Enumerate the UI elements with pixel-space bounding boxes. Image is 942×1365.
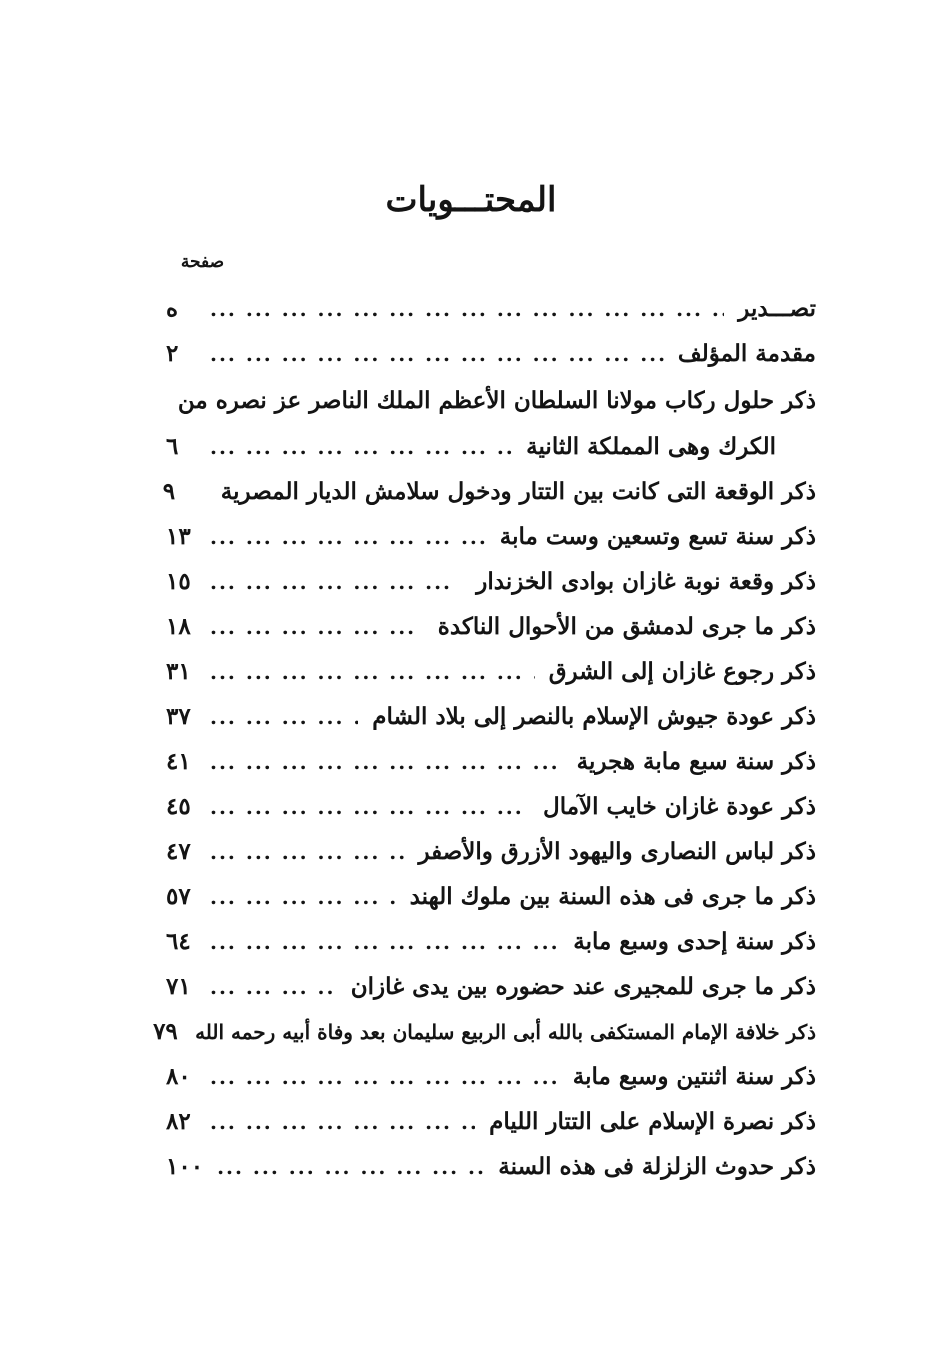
toc-entry-title: ذكر ما جرى لدمشق من الأحوال الناكدة [437, 613, 816, 640]
toc-entry-title: ذكر حلول ركاب مولانا السلطان الأعظم الملك الناصر عز نصره من [177, 386, 816, 414]
toc-entry-page: ٦٤ [166, 928, 191, 955]
toc-entry-title: ذكر عودة غازان خايب الآمال [543, 793, 816, 820]
toc-entry-page: ٣٧ [166, 703, 191, 730]
dot-leader [210, 930, 559, 954]
toc-entry [166, 286, 816, 331]
toc-entry-title: ذكر الوقعة التى كانت بين التتار ودخول سلامش الديار المصرية [220, 478, 816, 505]
toc-entry-title: ذكر سنة اثنتين وسبع مابة [572, 1063, 816, 1090]
toc-entry-title: ذكر عودة جيوش الإسلام بالنصر إلى بلاد الشام [372, 703, 816, 730]
toc-entry [166, 1054, 816, 1099]
toc-entry [166, 604, 816, 649]
dot-leader [210, 342, 664, 366]
toc-entry [166, 964, 816, 1009]
dot-leader [210, 525, 486, 549]
dot-leader [210, 1065, 559, 1089]
page-title: المحتـــويات [385, 180, 557, 220]
toc-entry [153, 1009, 816, 1054]
dot-leader [210, 297, 724, 321]
toc-entry-title: ذكر خلافة الإمام المستكفى بالله أبى الربيع سليمان بعد وفاة أبيه رحمه الله [195, 1019, 816, 1044]
table-of-contents [153, 286, 816, 1189]
page-column-label: صفحة [180, 252, 224, 272]
toc-entry-page: ٧٩ [153, 1018, 178, 1045]
toc-entry-page: ٦ [166, 433, 179, 460]
toc-entry-page: ٨٢ [166, 1108, 191, 1135]
toc-entry-page: ه [166, 295, 179, 322]
toc-entry-title: ذكر نصرة الإسلام على التتار الليام [489, 1108, 816, 1135]
toc-entry-page: ١٣ [166, 523, 191, 550]
toc-entry [166, 694, 816, 739]
toc-entry [166, 919, 816, 964]
toc-entry-page: ٨٠ [166, 1063, 191, 1090]
dot-leader [210, 1110, 475, 1134]
dot-leader [210, 615, 424, 639]
toc-entry-page: ٧١ [166, 973, 191, 1000]
dot-leader [210, 840, 404, 864]
dot-leader [210, 750, 563, 774]
toc-entry-title: ذكر ما جرى فى هذه السنة بين ملوك الهند [409, 883, 816, 910]
toc-entry [166, 739, 816, 784]
dot-leader [210, 885, 396, 909]
toc-entry [166, 376, 816, 424]
toc-entry [166, 1099, 816, 1144]
toc-entry-title: الكرك وهى المملكة الثانية [526, 433, 776, 460]
toc-entry [166, 829, 816, 874]
toc-entry-page: ١٠٠ [166, 1153, 204, 1180]
dot-leader [210, 570, 462, 594]
toc-entry-page: ٤٥ [166, 793, 191, 820]
toc-entry-page: ٤٧ [166, 838, 191, 865]
toc-entry-title: ذكر سنة إحدى وسبع مابة [573, 928, 816, 955]
toc-entry-page: ١٥ [166, 568, 191, 595]
toc-entry-page: ٩ [162, 478, 176, 505]
toc-entry-title: ذكر وقعة نوبة غازان بوادى الخزندار [476, 568, 816, 595]
toc-entry-title: مقدمة المؤلف [677, 340, 816, 367]
dot-leader [210, 660, 535, 684]
toc-entry [166, 784, 816, 829]
toc-entry-page: ٢ [166, 340, 179, 367]
toc-entry-title: ذكر سنة تسع وتسعين وست مابة [499, 523, 816, 550]
toc-entry [166, 559, 816, 604]
toc-entry-title: ذكر لباس النصارى واليهود الأزرق والأصفر [418, 838, 816, 865]
dot-leader [210, 705, 358, 729]
toc-entry-page: ٥٧ [166, 883, 191, 910]
toc-entry [166, 514, 816, 559]
toc-entry [166, 1144, 816, 1189]
dot-leader [210, 435, 512, 459]
toc-entry-title: ذكر حدوث الزلزلة فى هذه السنة [498, 1153, 816, 1180]
toc-entry-page: ١٨ [166, 613, 191, 640]
toc-entry-page: ٤١ [166, 748, 191, 775]
toc-entry [166, 331, 816, 376]
toc-entry-page: ٣١ [166, 658, 191, 685]
dot-leader [217, 1155, 484, 1179]
toc-entry-title: ذكر ما جرى للمجيرى عند حضوره بين يدى غازان [350, 973, 816, 1000]
toc-entry-title: ذكر رجوع غازان إلى الشرق [548, 658, 816, 685]
toc-entry [166, 649, 816, 694]
toc-entry [162, 469, 816, 514]
toc-entry-title: ذكر سنة سبع مابة هجرية [576, 748, 816, 775]
dot-leader [210, 795, 529, 819]
toc-entry [166, 874, 816, 919]
toc-entry-title: تصـــدير [738, 295, 816, 322]
dot-leader [210, 975, 337, 999]
toc-entry [166, 424, 816, 469]
